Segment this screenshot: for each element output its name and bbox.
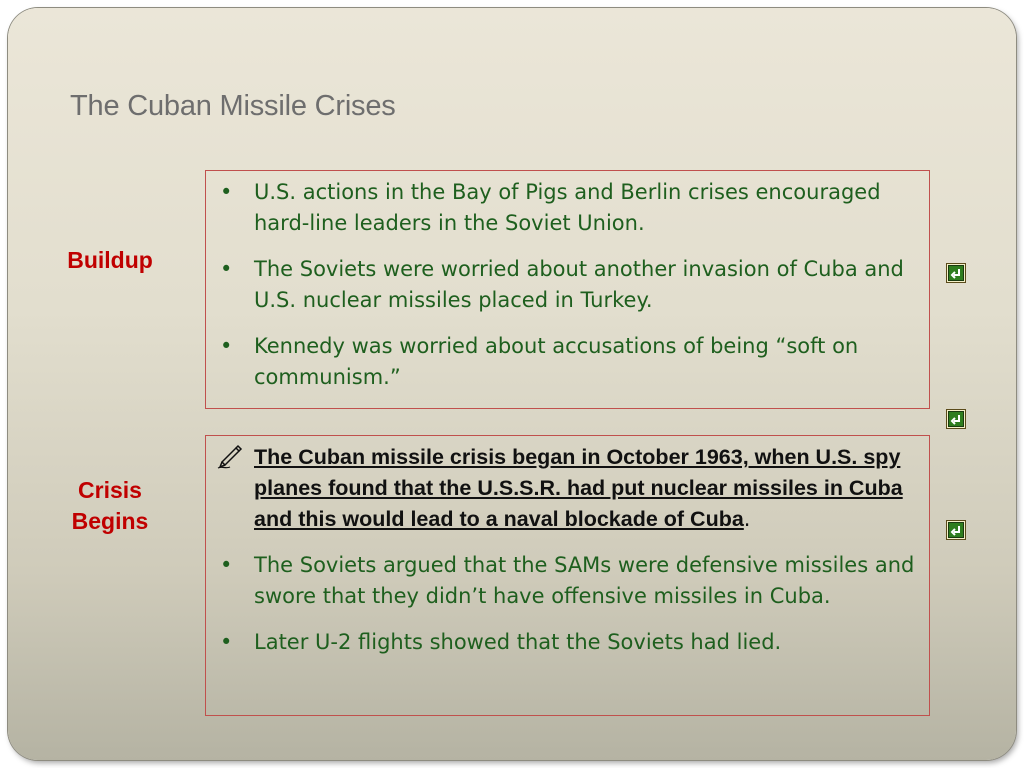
list-item — [216, 627, 921, 658]
return-arrow-icon[interactable] — [946, 520, 966, 540]
return-arrow-icon[interactable] — [946, 263, 966, 283]
list-item-highlight — [216, 442, 921, 535]
bullet-text: The Soviets were worried about another invasion of Cuba and U.S. nuclear missiles placed in Turkey. — [254, 257, 904, 312]
bullet-list — [216, 177, 921, 393]
bullet-text: The Soviets argued that the SAMs were defensive missiles and swore that they didn’t have offensive missiles in Cuba. — [254, 553, 915, 608]
list-item — [216, 550, 921, 612]
list-item — [216, 331, 921, 393]
list-item — [216, 177, 921, 239]
writing-hand-icon — [216, 442, 246, 473]
bullet-text: U.S. actions in the Bay of Pigs and Berlin crises encouraged hard-line leaders in the Soviet Union. — [254, 180, 881, 235]
bullet-list — [216, 442, 921, 658]
bullet-marker: • — [220, 334, 233, 358]
list-item — [216, 254, 921, 316]
bullet-marker: • — [220, 630, 233, 654]
highlight-text: The Cuban missile crisis began in October 1963, when U.S. spy planes found that the U.S.S.R. had put nuclear missiles in Cuba and this would lead to a naval blockade of Cuba — [254, 445, 903, 531]
return-arrow-icon[interactable] — [946, 409, 966, 429]
highlight-suffix: . — [743, 507, 751, 531]
bullet-text: Kennedy was worried about accusations of being “soft on communism.” — [254, 334, 859, 389]
slide-title: The Cuban Missile Crises — [70, 90, 396, 122]
slide — [8, 8, 1016, 760]
section-label-crisis-begins — [20, 475, 200, 537]
bullet-marker: • — [220, 180, 233, 204]
section-label-buildup — [20, 245, 200, 276]
buildup-box — [205, 170, 930, 409]
section-label-line: Begins — [71, 508, 149, 534]
bullet-marker: • — [220, 553, 233, 577]
bullet-marker: • — [220, 257, 233, 281]
bullet-text: Later U-2 flights showed that the Soviets had lied. — [254, 630, 782, 654]
crisis-box — [205, 435, 930, 716]
section-label-line: Buildup — [67, 247, 153, 273]
section-label-line: Crisis — [78, 477, 142, 503]
